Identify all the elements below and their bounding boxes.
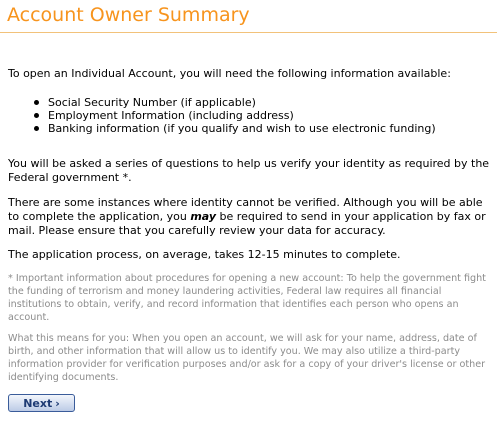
list-item-label: Social Security Number (if applicable) bbox=[48, 96, 256, 109]
bullet-icon bbox=[34, 100, 39, 105]
list-item-label: Employment Information (including address) bbox=[48, 109, 294, 122]
list-item-label: Banking information (if you qualify and wish to use electronic funding) bbox=[48, 122, 436, 135]
chevron-right-icon: › bbox=[55, 396, 60, 410]
instances-text-emphasis: may bbox=[190, 210, 217, 223]
bullet-icon bbox=[34, 126, 39, 131]
verify-identity-text: You will be asked a series of questions to help us verify your identity as required by the Federal government *. bbox=[8, 157, 490, 184]
requirements-list bbox=[34, 96, 436, 135]
list-item bbox=[34, 109, 436, 122]
verification-instances-text bbox=[8, 196, 494, 238]
next-button-label: Next bbox=[23, 396, 53, 410]
important-information-note: * Important information about procedures for opening a new account: To help the government fight the funding of terrorism and money laundering activities, Federal law requires all financial institutions to obtain, verify, and record information that identifies each person who opens an account. bbox=[8, 273, 486, 323]
list-item bbox=[34, 96, 436, 109]
bullet-icon bbox=[34, 113, 39, 118]
what-this-means-note: What this means for you: When you open an account, we will ask for your name, address, date of birth, and other information that will allow us to identify you. We may also utilize a third-party information provider for verification purposes and/or ask for a copy of your driver's license or other identifying documents. bbox=[8, 333, 486, 383]
title-divider bbox=[0, 32, 497, 33]
list-item bbox=[34, 122, 436, 135]
instances-text-end: be required to send in your application by fax or mail. Please ensure that you carefully review your data for accuracy. bbox=[8, 210, 486, 237]
page-title: Account Owner Summary bbox=[7, 4, 250, 26]
application-time-text: The application process, on average, takes 12-15 minutes to complete. bbox=[8, 248, 401, 261]
intro-text: To open an Individual Account, you will need the following information available: bbox=[8, 67, 451, 80]
next-button[interactable] bbox=[8, 394, 75, 412]
instances-text-start: There are some instances where identity cannot be verified. Although you will be able to complete the application, you bbox=[8, 196, 483, 223]
